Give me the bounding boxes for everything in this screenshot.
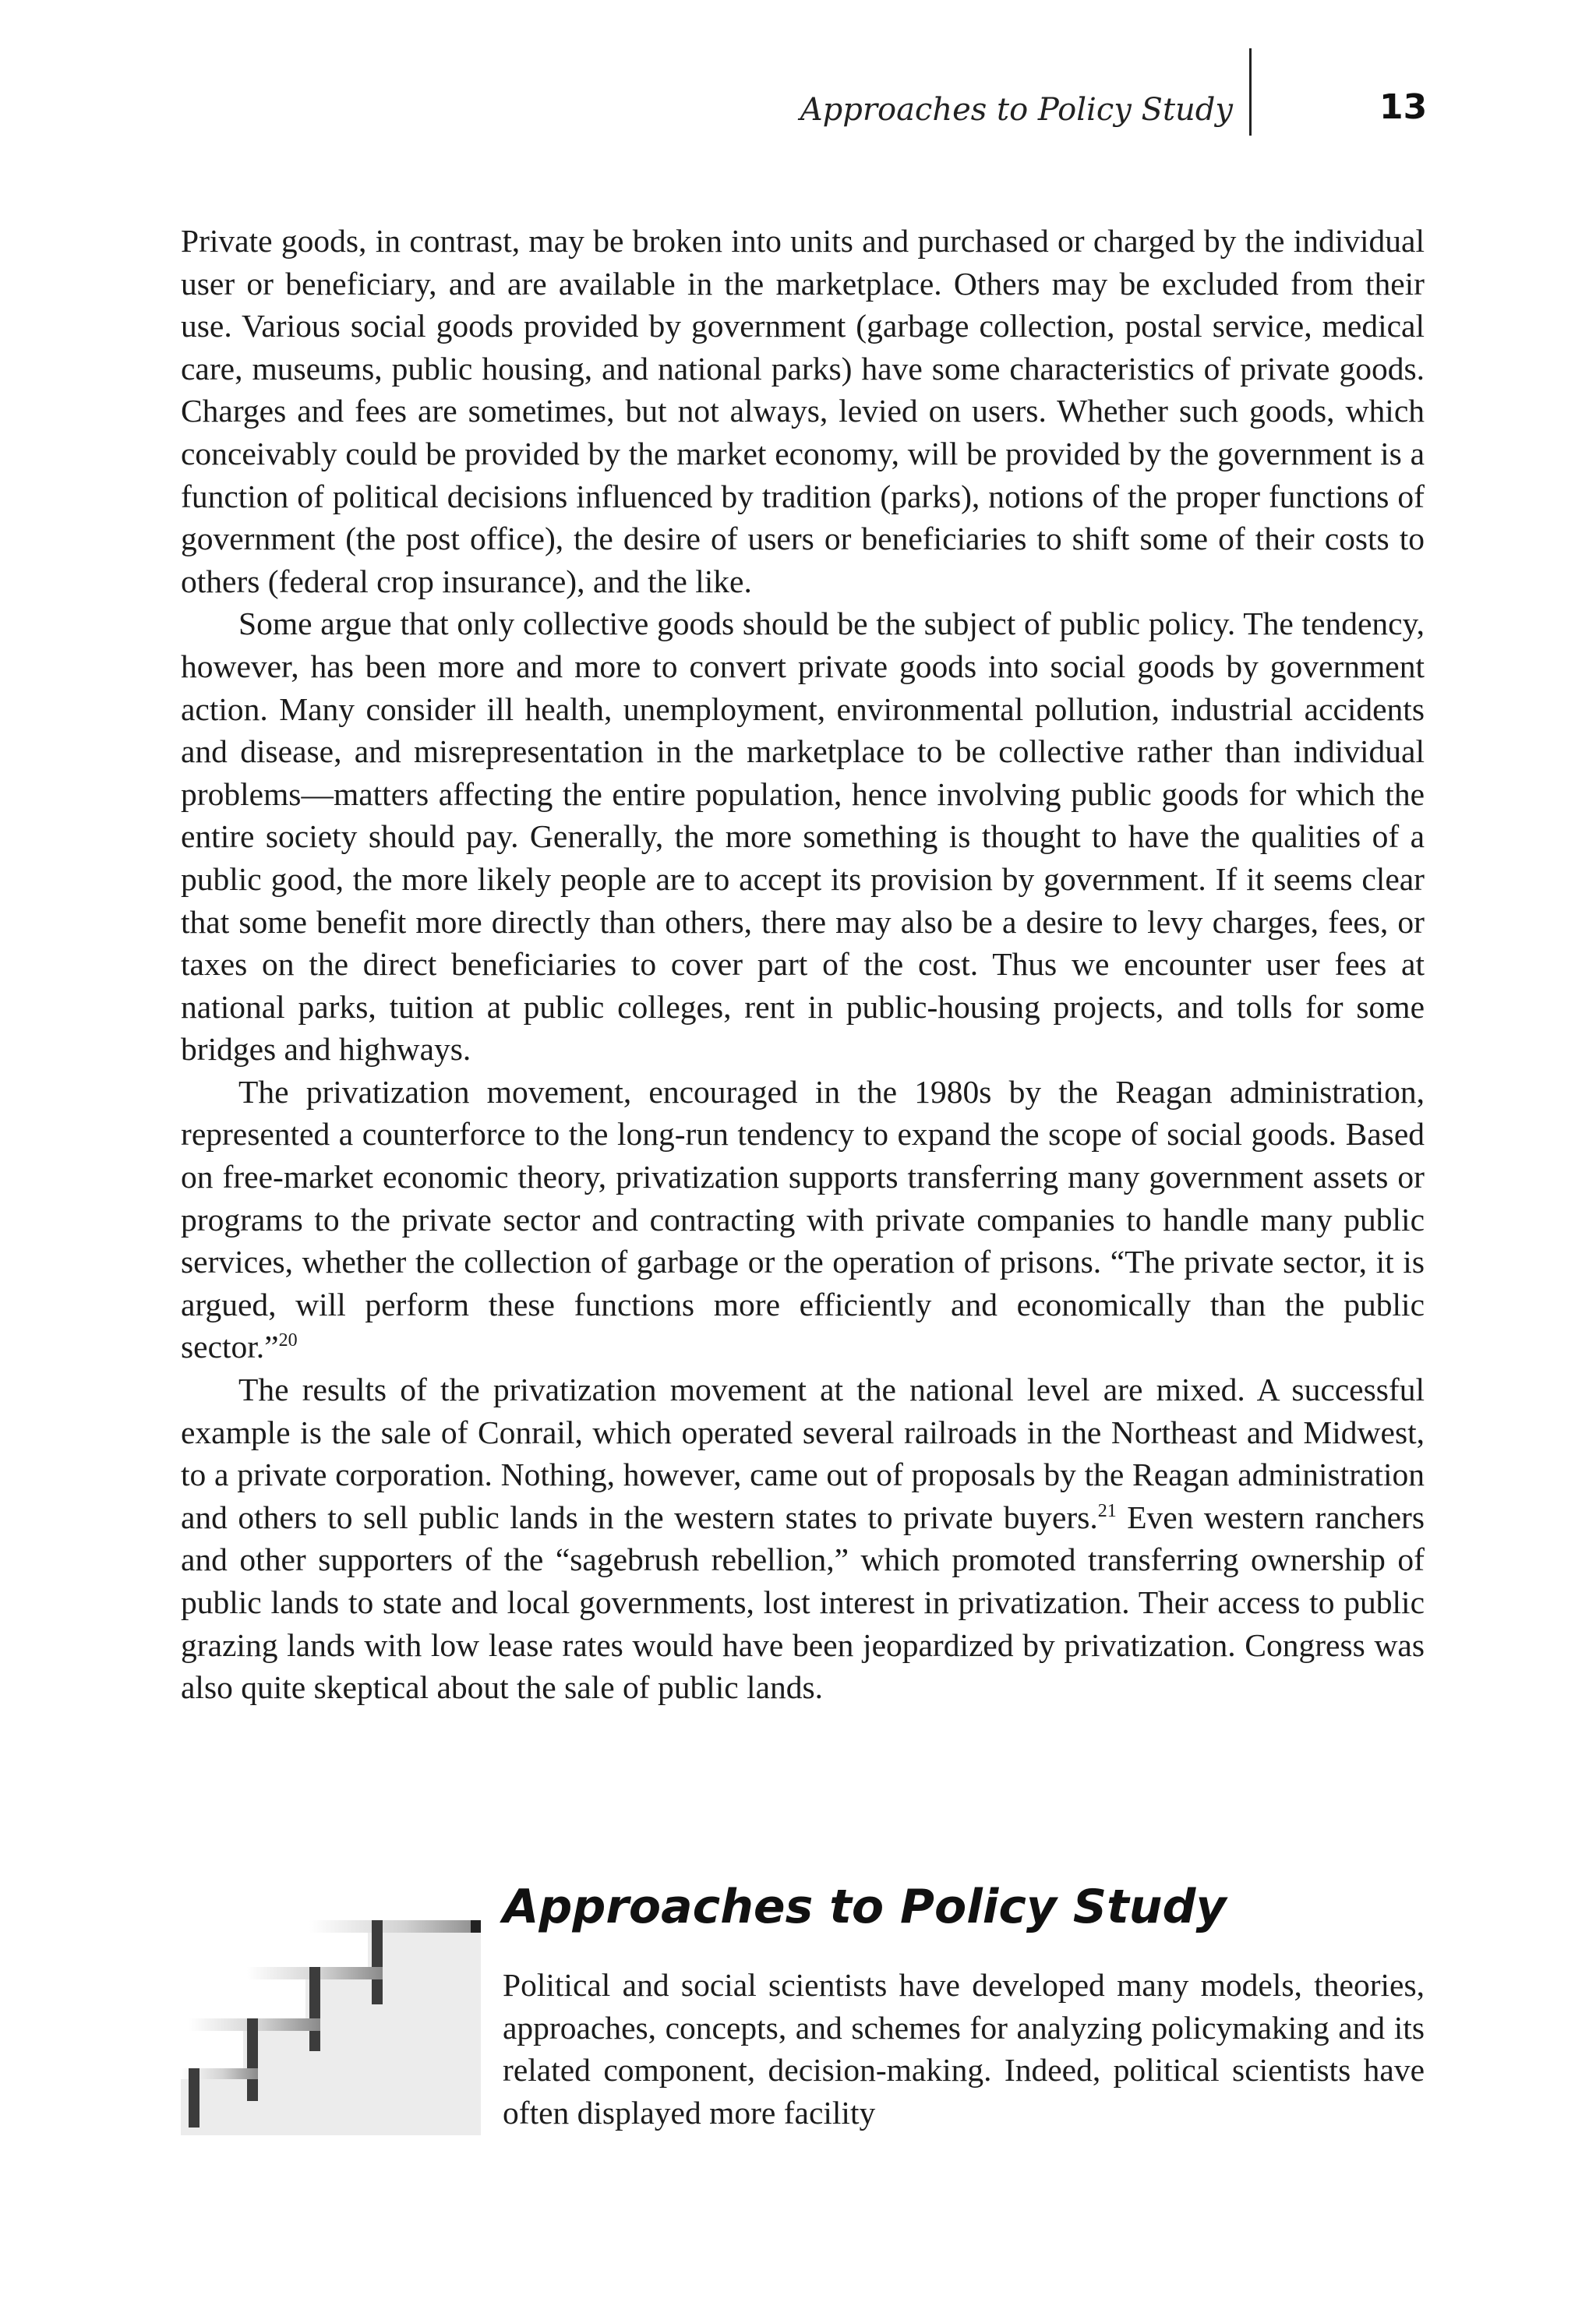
body-text bbox=[181, 220, 1425, 1709]
paragraph-collective-goods: Some argue that only collective goods should be the subject of public policy. The tendency, however, has been more and more to convert private goods into social goods by government action. Many consider ill health, unemployment, environmental pollution, industrial accidents and disease, and misrepresentation in the marketplace to be collective rather than individual problems—matters affecting the entire population, hence involving public goods for which the entire society should pay. Generally, the more something is thought to have the qualities of a public good, the more likely people are to accept its provision by government. If it seems clear that some benefit more directly than others, there may also be a desire to levy charges, fees, or taxes on the direct beneficiaries to cover part of the cost. Thus we encounter user fees at national parks, tuition at public colleges, rent in public-housing projects, and tolls for some bridges and highways. bbox=[181, 606, 1425, 1068]
section-heading: Approaches to Policy Study bbox=[503, 1880, 1227, 1934]
paragraph-privatization bbox=[181, 1071, 1425, 1368]
running-head: Approaches to Policy Study bbox=[800, 92, 1233, 128]
paragraph-results bbox=[181, 1368, 1425, 1709]
header-divider bbox=[1249, 48, 1252, 136]
paragraph-results-text-a: The results of the privatization movement at the national level are mixed. A successful example is the sale of Conrail, which operated several railroads in the Northeast and Midwest, to a private corporation. Nothing, however, came out of proposals by the Reagan administration and others to sell public lands in the western states to private buyers. bbox=[181, 1372, 1425, 1535]
paragraph-results-text-b: Even western ranchers and other supporters of the “sagebrush rebellion,” which promoted transferring ownership of public lands to state and local governments, lost interest in privatization. Their access to public grazing lands with low lease rates would have been jeopardized by privatization. Congress was also quite skeptical about the sale of public lands. bbox=[181, 1499, 1425, 1706]
footnote-ref-21[interactable]: 21 bbox=[1097, 1500, 1117, 1521]
paragraph-privatization-text: The privatization movement, encouraged in the 1980s by the Reagan administration, represented a counterforce to the long-run tendency to expand the scope of social goods. Based on free-market economic theory, privatization supports transferring many government assets or programs to the private sector and contracting with private companies to handle many public services, whether the collection of garbage or the operation of prisons. “The private sector, it is argued, will perform these functions more efficiently and economically than the public sector.” bbox=[181, 1073, 1425, 1365]
footnote-ref-20[interactable]: 20 bbox=[278, 1330, 298, 1351]
paragraph-private-goods: Private goods, in contrast, may be broken into units and purchased or charged by the individual user or beneficiary, and are available in the marketplace. Others may be excluded from their use. Various social goods provided by government (garbage collection, postal service, medical care, museums, public housing, and national parks) have some characteristics of private goods. Charges and fees are sometimes, but not always, levied on users. Whether such goods, which conceivably could be provided by the market economy, will be provided by the government is a function of political decisions influenced by tradition (parks), notions of the proper functions of government (the post office), the desire of users or beneficiaries to shift some of their costs to others (federal crop insurance), and the like. bbox=[181, 223, 1425, 599]
page-number: 13 bbox=[1379, 87, 1428, 127]
section-text bbox=[503, 1964, 1425, 2134]
section-paragraph: Political and social scientists have developed many models, theories, approaches, concepts, and schemes for analyzing policymaking and its related component, decision-making. Indeed, political scientists have often displayed more facility bbox=[503, 1967, 1425, 2131]
staircase-ornament bbox=[181, 1902, 493, 2135]
